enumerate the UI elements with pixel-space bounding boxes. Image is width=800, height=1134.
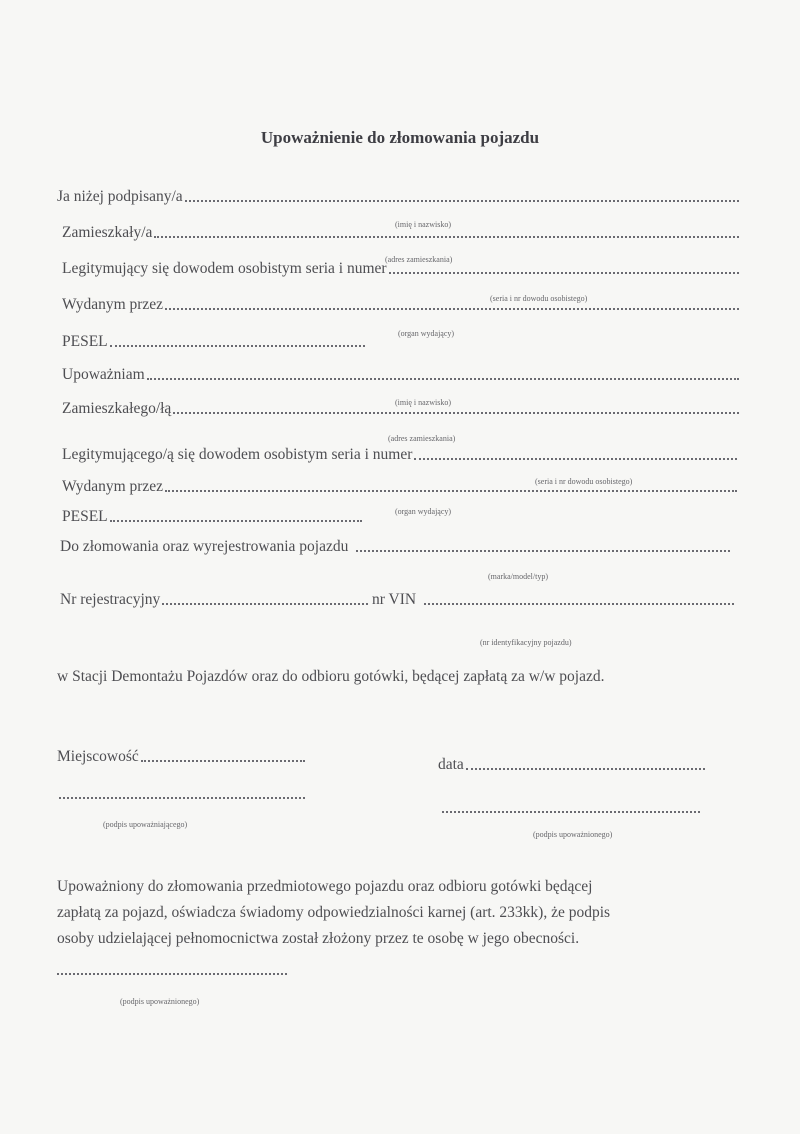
vin-field[interactable] <box>372 591 734 609</box>
field-label: Wydanym przez <box>62 478 164 495</box>
field-label: nr VIN <box>372 591 417 608</box>
signature-caption: (podpis upoważnionego) <box>120 997 200 1006</box>
field-caption: (imię i nazwisko) <box>395 220 451 229</box>
dotted-line <box>414 457 737 460</box>
field-label: Do złomowania oraz wyrejestrowania pojazdu <box>60 538 349 555</box>
field-caption: (seria i nr dowodu osobistego) <box>490 294 588 303</box>
declaration-line: zapłatą za pojazd, oświadcza świadomy odpowiedzialności karnej (art. 233kk), że podpis <box>57 904 611 921</box>
dotted-line <box>173 411 739 414</box>
dotted-line <box>466 767 705 770</box>
field-label: PESEL <box>62 333 108 350</box>
grantee-signature-field[interactable] <box>440 810 700 817</box>
field-label: Wydanym przez <box>62 296 164 313</box>
declaration-line: osoby udzielającej pełnomocnictwa został złożony przez te osobę w jego obecności. <box>57 930 580 947</box>
dotted-line <box>154 235 739 238</box>
field-label: Nr rejestracyjny <box>60 591 161 608</box>
dotted-line <box>442 810 700 813</box>
grantee-name-field[interactable] <box>62 366 739 384</box>
grantor-address-field[interactable] <box>62 224 739 242</box>
grantee-issuer-field[interactable] <box>62 478 737 496</box>
registration-field[interactable] <box>60 591 368 609</box>
signature-caption: (podpis upoważnionego) <box>533 830 613 839</box>
final-signature-field[interactable] <box>55 972 287 979</box>
field-caption: (marka/model/typ) <box>488 572 548 581</box>
field-caption: (organ wydający) <box>395 507 452 516</box>
vehicle-field[interactable] <box>60 538 730 556</box>
document-title: Upoważnienie do złomowania pojazdu <box>260 128 540 147</box>
grantor-issuer-field[interactable] <box>62 296 739 314</box>
grantor-name-field[interactable] <box>57 188 739 206</box>
dotted-line <box>147 377 739 380</box>
declaration-line: Upoważniony do złomowania przedmiotowego pojazdu oraz odbioru gotówki będącej <box>57 878 593 895</box>
field-caption: (adres zamieszkania) <box>385 255 453 264</box>
field-label: data <box>438 756 464 773</box>
signature-caption: (podpis upoważniającego) <box>103 820 188 829</box>
field-caption: (organ wydający) <box>398 329 455 338</box>
field-label: Upoważniam <box>62 366 145 383</box>
field-caption: (adres zamieszkania) <box>388 434 456 443</box>
grantor-pesel-field[interactable] <box>62 333 365 351</box>
field-label: Ja niżej podpisany/a <box>57 188 183 205</box>
field-label: Zamieszkałego/łą <box>62 400 172 417</box>
grantee-pesel-field[interactable] <box>62 508 362 526</box>
place-field[interactable] <box>57 748 305 766</box>
dotted-line <box>110 519 362 522</box>
dotted-line <box>165 307 739 310</box>
field-caption: (imię i nazwisko) <box>395 398 451 407</box>
field-label: Legitymującego/ą się dowodem osobistym seria i numer <box>62 446 413 463</box>
dotted-line <box>162 602 368 605</box>
field-caption: (nr identyfikacyjny pojazdu) <box>480 638 572 647</box>
dotted-line <box>59 796 305 799</box>
field-label: Miejscowość <box>57 748 139 765</box>
field-label: Zamieszkały/a <box>62 224 153 241</box>
dotted-line <box>389 271 739 274</box>
declaration-paragraph <box>57 874 757 952</box>
field-label: Legitymujący się dowodem osobistym seria i numer <box>62 260 387 277</box>
field-caption: (seria i nr dowodu osobistego) <box>535 477 633 486</box>
grantor-id-field[interactable] <box>62 260 739 278</box>
dotted-line <box>165 489 737 492</box>
grantee-address-field[interactable] <box>62 400 739 418</box>
dotted-line <box>185 199 739 202</box>
dotted-line <box>110 344 365 347</box>
grantor-signature-field[interactable] <box>57 796 305 803</box>
dotted-line <box>141 759 305 762</box>
grantee-id-field[interactable] <box>62 446 737 464</box>
dotted-line <box>424 602 734 605</box>
date-field[interactable] <box>438 756 705 774</box>
statement-text: w Stacji Demontażu Pojazdów oraz do odbioru gotówki, będącej zapłatą za w/w pojazd. <box>57 668 605 685</box>
dotted-line <box>356 549 730 552</box>
dotted-line <box>57 972 287 975</box>
field-label: PESEL <box>62 508 108 525</box>
